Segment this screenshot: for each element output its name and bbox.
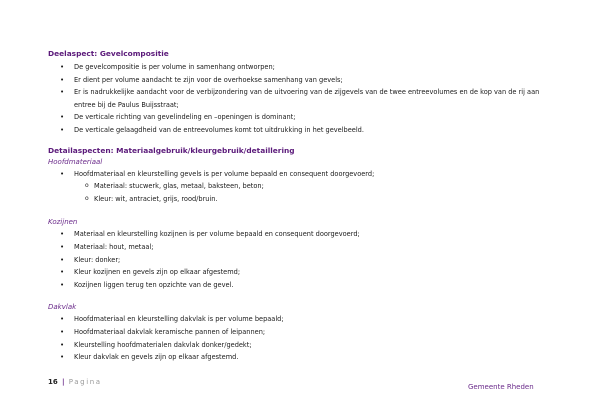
bullet-icon: • [60, 113, 65, 122]
bullet-icon: • [60, 280, 65, 289]
list-item: • Materiaal en kleurstelling kozijnen is per volume bepaald en consequent doorgevoerd; [48, 228, 548, 241]
subheading-hoofdmateriaal: Hoofdmateriaal [48, 157, 103, 166]
list-item: • Hoofdmateriaal en kleurstelling gevels is per volume bepaald en consequent doorgevoerd; [48, 168, 548, 181]
bullet-icon: • [60, 63, 65, 71]
subheading-dakvlak: Dakvlak [48, 303, 77, 312]
hoofdmateriaal-list [48, 168, 548, 181]
bullet-icon: • [60, 75, 65, 84]
bullet-icon: • [60, 268, 65, 277]
hoofdmateriaal-sublist [48, 180, 548, 205]
circle-bullet-icon: o [85, 182, 89, 190]
subheading-kozijnen: Kozijnen [48, 218, 78, 227]
list-item: • Kozijnen liggen terug ten opzichte van de gevel. [48, 279, 548, 292]
list-item: • Kleur: donker; [48, 254, 548, 267]
page-footer-number [48, 378, 102, 386]
section-heading-detailaspecten: Detailaspecten: Materiaalgebruik/kleurgebruik/detaillering [48, 145, 295, 155]
list-item: • De verticale gelaagdheid van de entreevolumes komt tot uitdrukking in het gevelbeeld. [48, 124, 548, 137]
list-item: • Er dient per volume aandacht te zijn voor de overhoekse samenhang van gevels; [48, 74, 548, 87]
list-item: • Kleurstelling hoofdmaterialen dakvlak donker/gedekt; [48, 339, 548, 352]
sublist-item: o Materiaal: stucwerk, glas, metaal, baksteen, beton; [48, 180, 548, 193]
list-item: • Hoofdmateriaal en kleurstelling dakvlak is per volume bepaald; [48, 313, 548, 326]
circle-bullet-icon: o [85, 194, 89, 202]
bullet-icon: • [60, 340, 65, 349]
bullet-icon: • [60, 230, 65, 239]
list-item: • De gevelcompositie is per volume in samenhang ontworpen; [48, 61, 548, 74]
list-item: • Materiaal: hout, metaal; [48, 241, 548, 254]
list-item: • Er is nadrukkelijke aandacht voor de verbijzondering van de uitvoering van de zijgevels van de twee entreevolumes en de kop van de rij aan [48, 86, 548, 99]
bullet-icon: • [60, 255, 65, 264]
bullet-icon: • [60, 353, 65, 362]
bullet-icon: • [60, 327, 65, 336]
bullet-icon: • [60, 315, 65, 324]
page-number: 16 [48, 378, 58, 386]
bullet-icon: • [60, 242, 65, 251]
list-item: • De verticale richting van gevelindeling en –openingen is dominant; [48, 111, 548, 124]
page-word: Pagina [68, 378, 102, 386]
bullet-icon: • [60, 88, 65, 97]
section-heading-gevelcompositie: Deelaspect: Gevelcompositie [48, 49, 169, 58]
gevelcompositie-list [48, 61, 548, 137]
kozijnen-list [48, 228, 548, 291]
list-item-continuation: entree bij de Paulus Buijsstraat; [74, 100, 179, 109]
list-item: • Kleur dakvlak en gevels zijn op elkaar afgestemd. [48, 351, 548, 364]
list-item: • Kleur kozijnen en gevels zijn op elkaar afgestemd; [48, 266, 548, 279]
footer-organization: Gemeente Rheden [468, 383, 534, 391]
sublist-item: o Kleur: wit, antraciet, grijs, rood/bruin. [48, 193, 548, 206]
footer-separator: | [61, 378, 65, 386]
list-item: • Hoofdmateriaal dakvlak keramische pannen of leipannen; [48, 326, 548, 339]
dakvlak-list [48, 313, 548, 363]
bullet-icon: • [60, 169, 65, 178]
content-area [48, 49, 548, 364]
bullet-icon: • [60, 125, 65, 134]
